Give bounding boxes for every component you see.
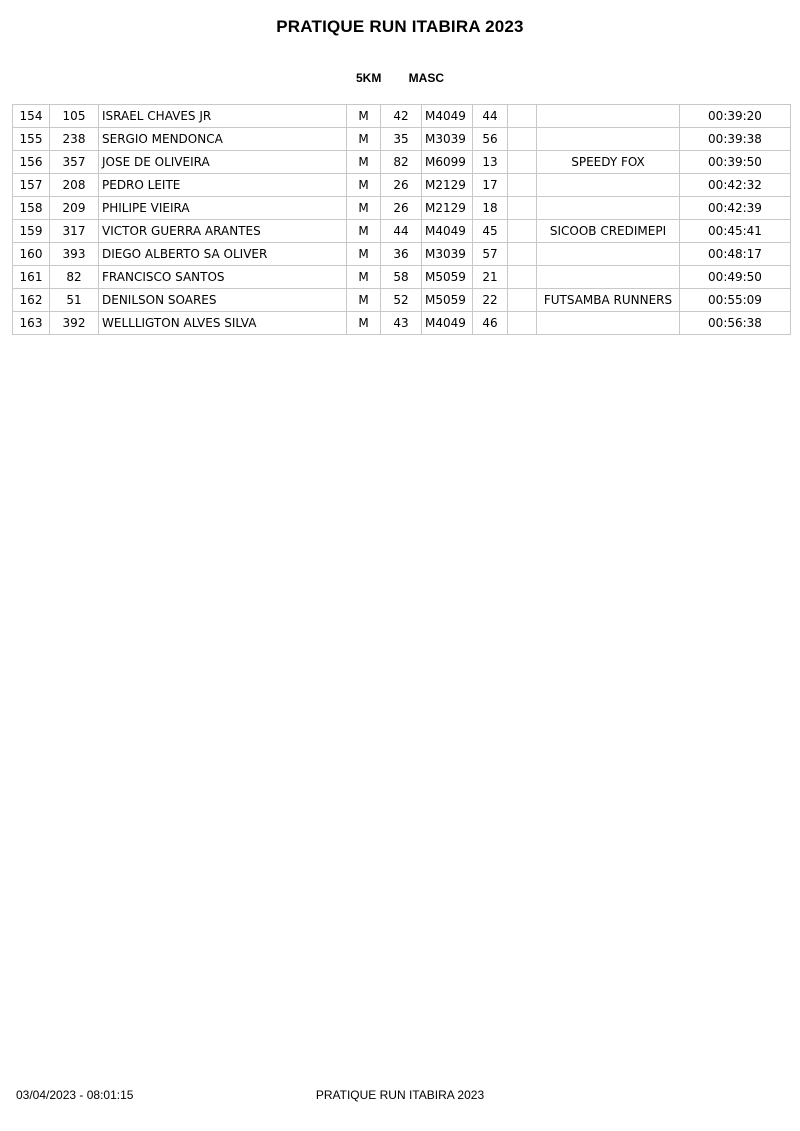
sex-cell: M — [347, 174, 381, 197]
empty-cell — [508, 197, 537, 220]
team-cell: FUTSAMBA RUNNERS — [537, 289, 680, 312]
runner-name-cell: PHILIPE VIEIRA — [99, 197, 347, 220]
category-cell: M3039 — [422, 243, 473, 266]
age-cell: 42 — [381, 105, 422, 128]
empty-cell — [508, 220, 537, 243]
bib-cell: 317 — [50, 220, 99, 243]
bib-cell: 357 — [50, 151, 99, 174]
category-position-cell: 22 — [473, 289, 508, 312]
team-cell — [537, 312, 680, 335]
runner-name-cell: ISRAEL CHAVES JR — [99, 105, 347, 128]
time-cell: 00:56:38 — [680, 312, 791, 335]
category-label: MASC — [408, 71, 445, 85]
category-position-cell: 56 — [473, 128, 508, 151]
table-row — [13, 128, 791, 151]
runner-name-cell: WELLLIGTON ALVES SILVA — [99, 312, 347, 335]
table-row — [13, 266, 791, 289]
table-row — [13, 243, 791, 266]
category-cell: M3039 — [422, 128, 473, 151]
sex-cell: M — [347, 151, 381, 174]
team-cell: SPEEDY FOX — [537, 151, 680, 174]
category-position-cell: 45 — [473, 220, 508, 243]
sex-cell: M — [347, 266, 381, 289]
bib-cell: 82 — [50, 266, 99, 289]
age-cell: 52 — [381, 289, 422, 312]
category-cell: M5059 — [422, 289, 473, 312]
sex-cell: M — [347, 243, 381, 266]
runner-name-cell: DENILSON SOARES — [99, 289, 347, 312]
bib-cell: 208 — [50, 174, 99, 197]
empty-cell — [508, 151, 537, 174]
position-cell: 162 — [13, 289, 50, 312]
table-row — [13, 105, 791, 128]
table-row — [13, 174, 791, 197]
category-cell: M4049 — [422, 220, 473, 243]
position-cell: 161 — [13, 266, 50, 289]
empty-cell — [508, 289, 537, 312]
runner-name-cell: JOSE DE OLIVEIRA — [99, 151, 347, 174]
bib-cell: 238 — [50, 128, 99, 151]
team-cell: SICOOB CREDIMEPI — [537, 220, 680, 243]
runner-name-cell: FRANCISCO SANTOS — [99, 266, 347, 289]
time-cell: 00:42:32 — [680, 174, 791, 197]
age-cell: 36 — [381, 243, 422, 266]
results-body — [13, 105, 791, 335]
runner-name-cell: PEDRO LEITE — [99, 174, 347, 197]
age-cell: 26 — [381, 197, 422, 220]
bib-cell: 209 — [50, 197, 99, 220]
empty-cell — [508, 266, 537, 289]
time-cell: 00:45:41 — [680, 220, 791, 243]
sex-cell: M — [347, 197, 381, 220]
category-position-cell: 57 — [473, 243, 508, 266]
empty-cell — [508, 174, 537, 197]
category-cell: M4049 — [422, 105, 473, 128]
position-cell: 154 — [13, 105, 50, 128]
category-position-cell: 18 — [473, 197, 508, 220]
time-cell: 00:39:38 — [680, 128, 791, 151]
category-position-cell: 17 — [473, 174, 508, 197]
time-cell: 00:39:20 — [680, 105, 791, 128]
table-row — [13, 220, 791, 243]
category-position-cell: 21 — [473, 266, 508, 289]
sex-cell: M — [347, 289, 381, 312]
empty-cell — [508, 312, 537, 335]
table-row — [13, 197, 791, 220]
time-cell: 00:49:50 — [680, 266, 791, 289]
bib-cell: 393 — [50, 243, 99, 266]
footer-event-name: PRATIQUE RUN ITABIRA 2023 — [315, 1088, 485, 1102]
team-cell — [537, 128, 680, 151]
position-cell: 163 — [13, 312, 50, 335]
category-position-cell: 44 — [473, 105, 508, 128]
footer-timestamp: 03/04/2023 - 08:01:15 — [16, 1088, 134, 1102]
age-cell: 35 — [381, 128, 422, 151]
page-title: PRATIQUE RUN ITABIRA 2023 — [276, 17, 524, 36]
category-cell: M6099 — [422, 151, 473, 174]
team-cell — [537, 266, 680, 289]
age-cell: 43 — [381, 312, 422, 335]
category-cell: M2129 — [422, 197, 473, 220]
sex-cell: M — [347, 220, 381, 243]
results-table — [12, 104, 791, 335]
sex-cell: M — [347, 312, 381, 335]
position-cell: 157 — [13, 174, 50, 197]
age-cell: 44 — [381, 220, 422, 243]
bib-cell: 105 — [50, 105, 99, 128]
position-cell: 155 — [13, 128, 50, 151]
bib-cell: 51 — [50, 289, 99, 312]
sex-cell: M — [347, 105, 381, 128]
empty-cell — [508, 128, 537, 151]
position-cell: 158 — [13, 197, 50, 220]
category-cell: M5059 — [422, 266, 473, 289]
table-row — [13, 151, 791, 174]
distance-label: 5KM — [355, 71, 382, 85]
position-cell: 159 — [13, 220, 50, 243]
age-cell: 82 — [381, 151, 422, 174]
runner-name-cell: VICTOR GUERRA ARANTES — [99, 220, 347, 243]
age-cell: 26 — [381, 174, 422, 197]
time-cell: 00:55:09 — [680, 289, 791, 312]
position-cell: 156 — [13, 151, 50, 174]
position-cell: 160 — [13, 243, 50, 266]
age-cell: 58 — [381, 266, 422, 289]
time-cell: 00:42:39 — [680, 197, 791, 220]
category-position-cell: 46 — [473, 312, 508, 335]
sex-cell: M — [347, 128, 381, 151]
runner-name-cell: SERGIO MENDONCA — [99, 128, 347, 151]
team-cell — [537, 105, 680, 128]
team-cell — [537, 197, 680, 220]
category-cell: M2129 — [422, 174, 473, 197]
time-cell: 00:39:50 — [680, 151, 791, 174]
runner-name-cell: DIEGO ALBERTO SA OLIVER — [99, 243, 347, 266]
team-cell — [537, 243, 680, 266]
category-cell: M4049 — [422, 312, 473, 335]
table-row — [13, 312, 791, 335]
bib-cell: 392 — [50, 312, 99, 335]
table-row — [13, 289, 791, 312]
empty-cell — [508, 243, 537, 266]
time-cell: 00:48:17 — [680, 243, 791, 266]
page-subtitle — [0, 71, 800, 85]
team-cell — [537, 174, 680, 197]
empty-cell — [508, 105, 537, 128]
category-position-cell: 13 — [473, 151, 508, 174]
